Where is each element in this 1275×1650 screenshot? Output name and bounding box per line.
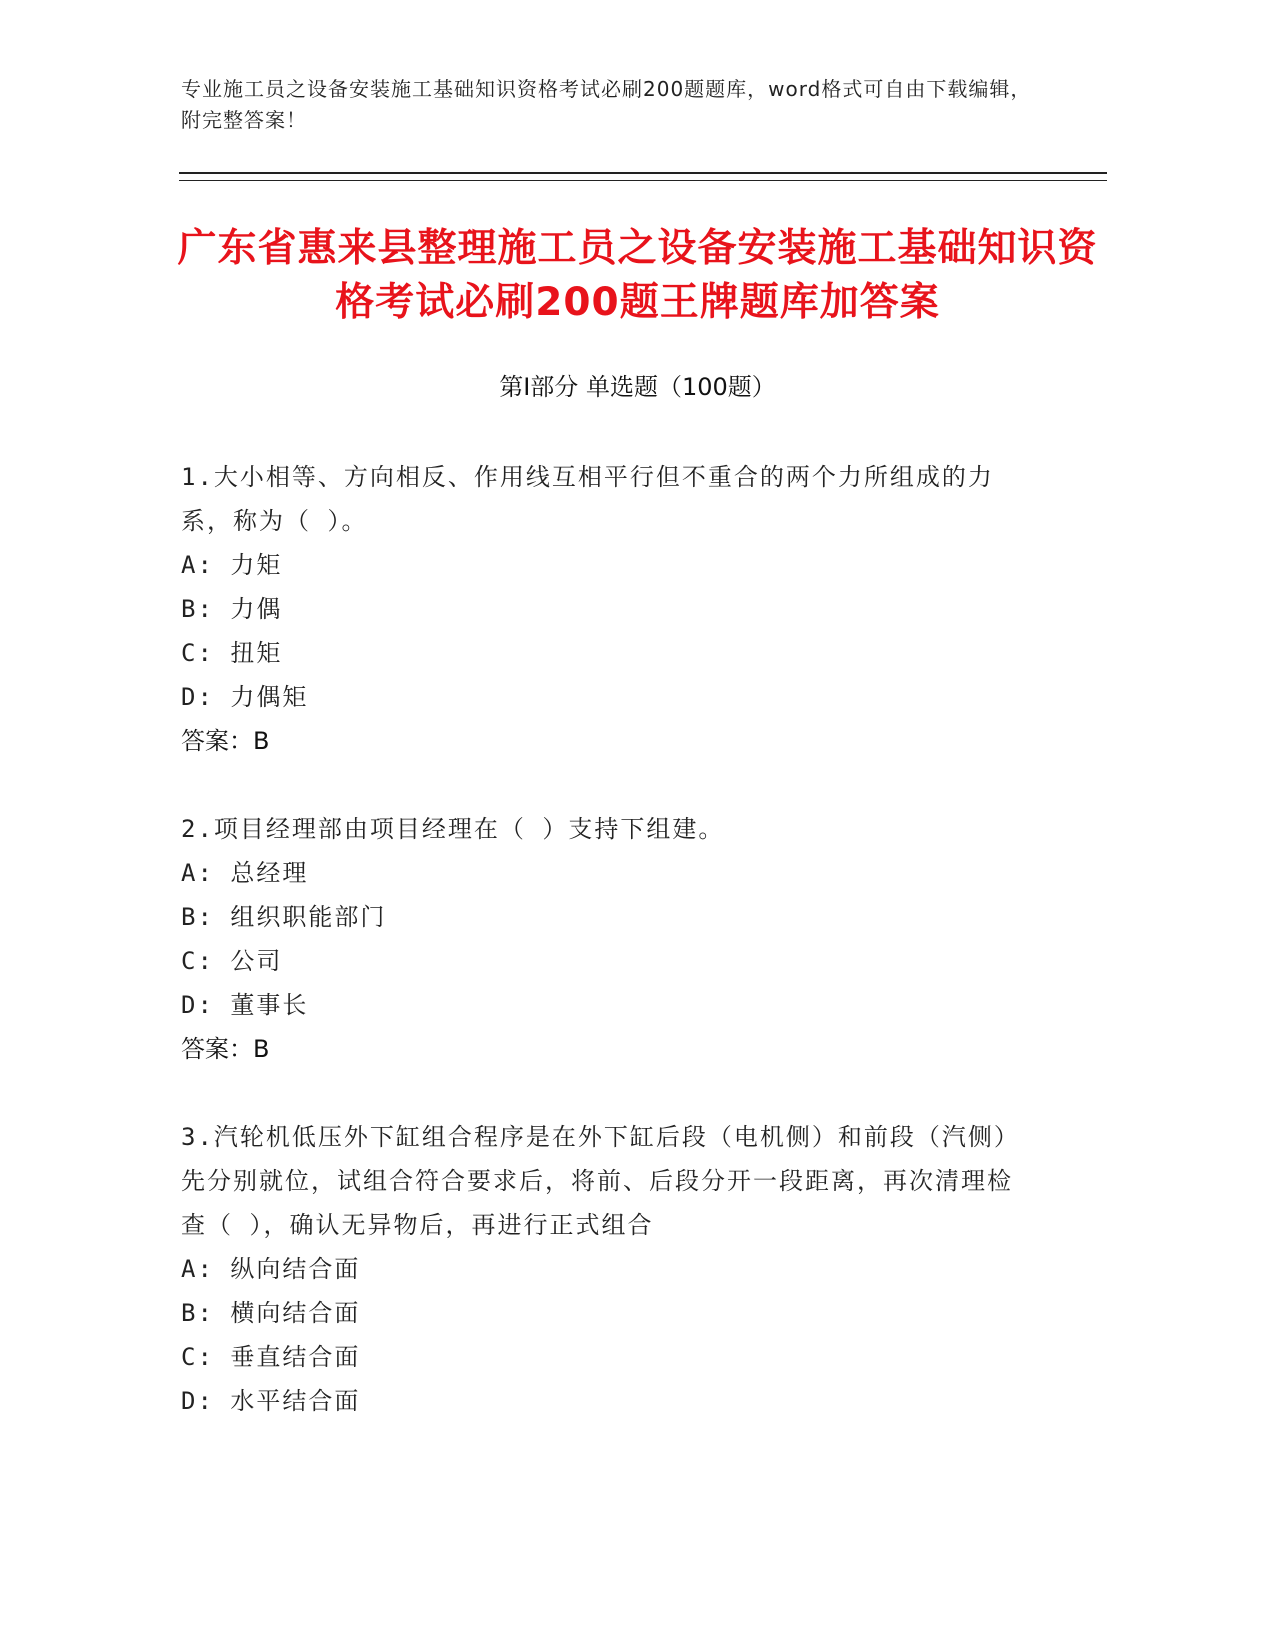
question-list xyxy=(181,455,1031,1467)
header-rule-thin xyxy=(179,180,1107,181)
question-text: 1.大小相等、方向相反、作用线互相平行但不重合的两个力所组成的力系，称为（ ）。 xyxy=(181,463,994,535)
question-text: 2.项目经理部由项目经理在（ ）支持下组建。 xyxy=(181,815,725,843)
document-title: 广东省惠来县整理施工员之设备安装施工基础知识资格考试必刷200题王牌题库加答案 xyxy=(177,226,1098,325)
answer-text: 答案：B xyxy=(181,1035,270,1063)
option-d: D: 力偶矩 xyxy=(181,683,309,711)
answer-text: 答案：B xyxy=(181,727,270,755)
option-a: A: 总经理 xyxy=(181,859,309,887)
header-rule-thick xyxy=(179,172,1107,174)
section-title: 第Ⅰ部分 单选题（100题） xyxy=(499,373,776,401)
question-text: 3.汽轮机低压外下缸组合程序是在外下缸后段（电机侧）和前段（汽侧）先分别就位，试组合符合要求后，将前、后段分开一段距离，再次清理检查（ ），确认无异物后，再进行正式组合 xyxy=(181,1123,1020,1239)
option-b: B: 横向结合面 xyxy=(181,1299,361,1327)
option-a: A: 纵向结合面 xyxy=(181,1255,361,1283)
option-c: C: 公司 xyxy=(181,947,283,975)
option-d: D: 水平结合面 xyxy=(181,1387,361,1415)
question-1 xyxy=(181,455,1031,763)
option-a: A: 力矩 xyxy=(181,551,283,579)
question-3 xyxy=(181,1115,1031,1423)
question-2 xyxy=(181,807,1031,1071)
header-note: 专业施工员之设备安装施工基础知识资格考试必刷200题题库，word格式可自由下载编辑，附完整答案！ xyxy=(181,77,1032,132)
option-c: C: 扭矩 xyxy=(181,639,283,667)
option-c: C: 垂直结合面 xyxy=(181,1343,361,1371)
option-b: B: 力偶 xyxy=(181,595,283,623)
option-b: B: 组织职能部门 xyxy=(181,903,387,931)
option-d: D: 董事长 xyxy=(181,991,309,1019)
